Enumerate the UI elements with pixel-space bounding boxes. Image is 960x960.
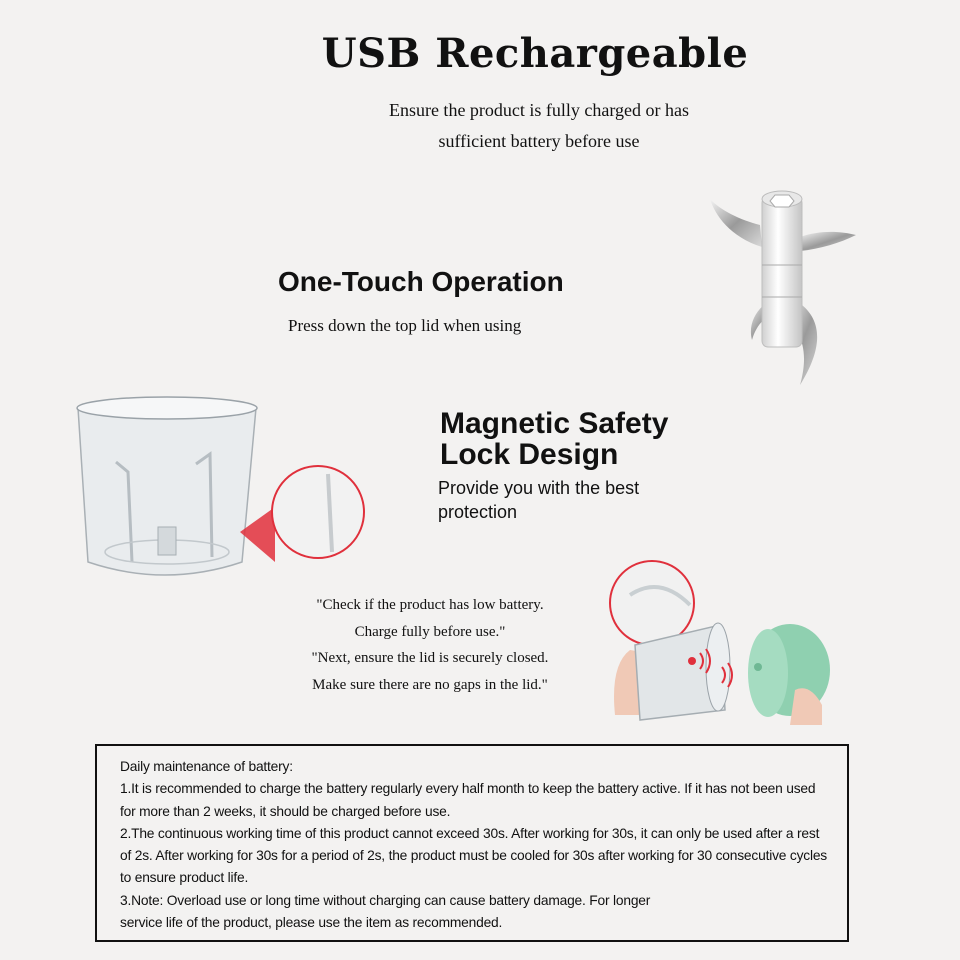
page-title: USB Rechargeable	[321, 30, 749, 77]
subtitle-line-2: sufficient battery before use	[438, 131, 640, 151]
safety-text-line-1: Provide you with the best	[438, 478, 640, 498]
maintenance-line: 2.The continuous working time of this product cannot exceed 30s. After working for 30s, it can only be used after a rest	[120, 825, 820, 841]
quote-line: Charge fully before use."	[354, 623, 506, 640]
subtitle-line-1: Ensure the product is fully charged or has	[388, 100, 690, 120]
lid-closing-image	[600, 555, 840, 725]
maintenance-line: for more than 2 weeks, it should be charged before use.	[120, 803, 451, 819]
maintenance-line: of 2s. After working for 30s for a period of 2s, the product must be cooled for 30s after working for 30 consecutive cycles	[120, 848, 828, 864]
maintenance-line: 3.Note: Overload use or long time without charging can cause battery damage. For longer	[120, 892, 651, 908]
one-touch-text: Press down the top lid when using	[288, 316, 522, 335]
blade-image	[700, 185, 870, 395]
safety-text-line-2: protection	[438, 502, 518, 522]
safety-title-line-2: Lock Design	[440, 438, 619, 471]
quote-line: Make sure there are no gaps in the lid."	[312, 676, 548, 693]
maintenance-notes	[95, 744, 849, 942]
page-subtitle	[0, 97, 960, 154]
cup-image	[70, 392, 370, 592]
safety-title-line-1: Magnetic Safety	[440, 407, 669, 440]
maintenance-line: to ensure product life.	[120, 870, 249, 886]
maintenance-line: service life of the product, please use the item as recommended.	[120, 915, 503, 931]
safety-title	[440, 408, 668, 470]
safety-text	[438, 476, 698, 524]
maintenance-line: Daily maintenance of battery:	[120, 759, 293, 774]
usage-quote	[250, 592, 610, 698]
one-touch-title: One-Touch Operation	[278, 266, 564, 297]
maintenance-line: 1.It is recommended to charge the battery regularly every half month to keep the battery active. If it has not been used	[120, 781, 816, 797]
quote-line: "Next, ensure the lid is securely closed.	[311, 650, 549, 666]
quote-line: "Check if the product has low battery.	[316, 597, 544, 613]
